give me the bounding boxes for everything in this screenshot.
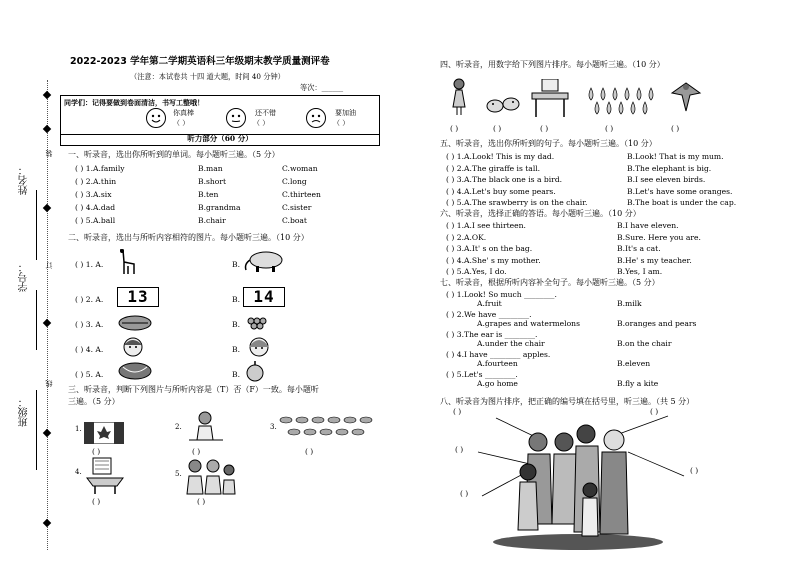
notice-box xyxy=(60,95,380,135)
s1-option-c: C.long xyxy=(282,177,307,186)
s2-q1-b: B. xyxy=(232,260,240,269)
s4-paren-1: ( ) xyxy=(450,124,459,133)
s5-option-a: ( ) 1.A.Look! This is my dad. xyxy=(446,152,555,161)
s1-option-b: B.chair xyxy=(198,216,226,225)
seal-char-3: 线 xyxy=(45,380,53,387)
face3-label: 要加油 xyxy=(335,109,356,117)
sad-face-icon xyxy=(306,108,326,128)
s1-option-b: B.ten xyxy=(198,190,219,199)
s8-paren-2: ( ) xyxy=(650,407,659,416)
melon-icon xyxy=(117,361,153,383)
s6-option-a: ( ) 3.A.It' s on the bag. xyxy=(446,244,533,253)
family-portrait-image xyxy=(468,412,688,554)
s7-title: 七、听录音，根据所听内容补全句子。每小题听三遍。（5 分） xyxy=(440,278,660,287)
seal-char-2: 订 xyxy=(45,262,53,269)
s7-option-b: B.milk xyxy=(617,299,642,308)
face1-label: 你真棒 xyxy=(173,109,194,117)
s5-option-b: B.Look! That is my mum. xyxy=(627,152,724,161)
s1-option-b: B.short xyxy=(198,177,227,186)
s1-option-c: C.woman xyxy=(282,164,318,173)
s1-option-b: B.grandma xyxy=(198,203,241,212)
s2-q2-b: B. xyxy=(232,295,240,304)
s4-paren-5: ( ) xyxy=(671,124,680,133)
s8-paren-3: ( ) xyxy=(455,445,464,454)
giraffe-icon xyxy=(116,248,138,278)
smile-face-icon xyxy=(146,108,166,128)
s6-option-b: B.He' s my teacher. xyxy=(617,255,692,265)
s4-paren-3: ( ) xyxy=(540,124,549,133)
number-card-b: 14 xyxy=(243,287,285,307)
s1-title: 一、听录音，选出你所听到的单词。每小题听三遍。（5 分） xyxy=(68,150,280,159)
s1-option-c: C.sister xyxy=(282,203,312,212)
face2-label: 还不错 xyxy=(255,109,276,117)
s6-option-b: B.Sure. Here you are. xyxy=(617,232,701,242)
diamond-mark xyxy=(43,91,51,99)
diamond-mark xyxy=(43,204,51,212)
woman-face-icon xyxy=(117,335,149,361)
s5-option-a: ( ) 3.A.The black one is a bird. xyxy=(446,175,563,184)
s3-label-1: 1. xyxy=(75,425,82,433)
diamond-mark xyxy=(43,125,51,133)
s6-option-a: ( ) 4.A.She' s my mother. xyxy=(446,255,541,265)
seal-char-1: 装 xyxy=(45,150,53,157)
face1-paren: （ ） xyxy=(173,119,190,127)
diamond-mark xyxy=(43,429,51,437)
s1-option-c: C.thirteen xyxy=(282,190,321,199)
s5-option-b: B.I see eleven birds. xyxy=(627,175,706,184)
family-icon xyxy=(183,458,239,498)
s2-q4-label: ( ) 4. A. xyxy=(75,345,104,354)
s2-q5-label: ( ) 5. A. xyxy=(75,370,104,379)
grapes-icon xyxy=(243,314,271,334)
number-card-a: 13 xyxy=(117,287,159,307)
number-line xyxy=(36,290,37,350)
s7-option-a: A.fruit xyxy=(477,299,502,308)
s7-question: ( ) 1.Look! So much ________. xyxy=(446,290,557,299)
watermelon-icon xyxy=(117,314,153,334)
s2-q3-b: B. xyxy=(232,320,240,329)
s7-question: ( ) 3.The ear is ________. xyxy=(446,330,538,339)
diamond-mark xyxy=(43,319,51,327)
s7-question: ( ) 2.We have ________. xyxy=(446,310,532,319)
s3-title-2: 三遍。（5 分） xyxy=(68,397,120,406)
grade-label: 等次：______ xyxy=(300,83,344,92)
s3-paren-2: ( ) xyxy=(192,447,201,456)
neutral-face-icon xyxy=(226,108,246,128)
s2-q1-label: ( ) 1. A. xyxy=(75,260,104,269)
girl-icon xyxy=(450,77,468,119)
exam-title: 2022-2023 学年第二学期英语科三年级期末教学质量测评卷 xyxy=(70,56,330,67)
s5-option-b: B.The boat is under the cap. xyxy=(627,198,737,207)
table-bag-icon xyxy=(530,79,570,119)
pears-icon xyxy=(585,84,657,120)
s2-title: 二、听录音，选出与所听内容相符的图片。每小题听三遍。（10 分） xyxy=(68,233,309,242)
s1-option-a: ( ) 4.A.dad xyxy=(75,203,116,212)
s1-option-a: ( ) 5.A.ball xyxy=(75,216,116,225)
s2-q3-label: ( ) 3. A. xyxy=(75,320,104,329)
s3-paren-5: ( ) xyxy=(197,497,206,506)
exam-note: （注意：本试卷共 十四 道大题，时间 40 分钟） xyxy=(130,72,285,81)
s3-paren-4: ( ) xyxy=(92,497,101,506)
s7-option-b: B.fly a kite xyxy=(617,379,659,388)
s5-option-a: ( ) 4.A.Let's buy some pears. xyxy=(446,186,556,196)
s5-option-b: B.Let's have some oranges. xyxy=(627,186,733,196)
canada-flag-icon xyxy=(84,422,124,446)
student-number-label: 学号： xyxy=(19,262,30,292)
s5-option-b: B.The elephant is big. xyxy=(627,163,712,173)
elephant-icon xyxy=(242,250,290,274)
notice-text: 同学们：记得要做到卷面清洁，书写工整哦！ xyxy=(64,98,204,107)
s3-label-3: 3. xyxy=(270,423,277,431)
s6-option-a: ( ) 5.A.Yes, I do. xyxy=(446,267,507,276)
s6-title: 六、听录音，选择正确的答语。每小题听三遍。（10 分） xyxy=(440,209,641,218)
s1-option-a: ( ) 3.A.six xyxy=(75,190,112,199)
eagle-kite-icon xyxy=(668,79,704,117)
bird-pair-icon xyxy=(485,94,521,118)
s4-title: 四、听录音，用数字给下列图片排序。每小题听三遍。（10 分） xyxy=(440,60,665,69)
s7-option-b: B.eleven xyxy=(617,359,651,368)
s3-paren-3: ( ) xyxy=(305,447,314,456)
s7-option-b: B.on the chair xyxy=(617,339,672,348)
face2-paren: （ ） xyxy=(253,119,270,127)
face3-paren: （ ） xyxy=(333,119,350,127)
s3-paren-1: ( ) xyxy=(92,447,101,456)
apple-icon xyxy=(243,360,267,384)
s4-paren-4: ( ) xyxy=(605,124,614,133)
birds-group-icon xyxy=(278,414,374,442)
s7-option-b: B.oranges and pears xyxy=(617,319,697,328)
teacher-icon xyxy=(183,410,229,446)
s6-option-b: B.I have eleven. xyxy=(617,221,679,230)
s1-option-b: B.man xyxy=(198,164,223,173)
s3-label-4: 4. xyxy=(75,468,82,476)
s6-option-a: ( ) 2.A.OK. xyxy=(446,232,487,242)
s1-option-c: C.boat xyxy=(282,216,307,225)
s3-label-5: 5. xyxy=(175,470,182,478)
s7-question: ( ) 4.I have ________ apples. xyxy=(446,350,551,359)
s1-option-a: ( ) 1.A.family xyxy=(75,164,125,173)
s6-option-a: ( ) 1.A.I see thirteen. xyxy=(446,221,526,230)
s6-option-b: B.It's a cat. xyxy=(617,244,661,253)
s5-option-a: ( ) 2.A.The giraffe is tall. xyxy=(446,163,541,173)
diamond-mark xyxy=(43,519,51,527)
s3-title: 三、听录音，判断下列图片与所听内容是（T）否（F）一致。每小题听 xyxy=(68,385,319,394)
class-line xyxy=(36,390,37,470)
name-label: 姓名： xyxy=(19,165,30,195)
s7-option-a: A.go home xyxy=(477,379,518,388)
s3-label-2: 2. xyxy=(175,423,182,431)
s1-option-a: ( ) 2.A.thin xyxy=(75,177,117,186)
chair-desk-icon xyxy=(83,456,127,498)
s8-paren-5: ( ) xyxy=(460,489,469,498)
s7-option-a: A.grapes and watermelons xyxy=(477,319,580,328)
s6-option-b: B.Yes, I am. xyxy=(617,267,663,276)
s2-q4-b: B. xyxy=(232,345,240,354)
listening-part-header: 听力部分（60 分） xyxy=(60,133,380,146)
s2-q5-b: B. xyxy=(232,370,240,379)
name-line xyxy=(36,190,37,260)
class-label: 班级： xyxy=(19,397,30,427)
s5-title: 五、听录音，选出你所听到的句子。每小题听三遍。（10 分） xyxy=(440,139,657,148)
s8-paren-1: ( ) xyxy=(453,407,462,416)
grandma-face-icon xyxy=(243,335,275,361)
s8-title: 八、听录音为图片排序，把正确的编号填在括号里，听三遍。（共 5 分） xyxy=(440,397,695,406)
s8-paren-4: ( ) xyxy=(690,466,699,475)
s7-question: ( ) 5.Let's ________. xyxy=(446,370,518,379)
s5-option-a: ( ) 5.A.The srawberry is on the chair. xyxy=(446,198,588,207)
s7-option-a: A.under the chair xyxy=(477,339,545,348)
s7-option-a: A.fourteen xyxy=(477,359,518,368)
s2-q2-label: ( ) 2. A. xyxy=(75,295,104,304)
s4-paren-2: ( ) xyxy=(493,124,502,133)
